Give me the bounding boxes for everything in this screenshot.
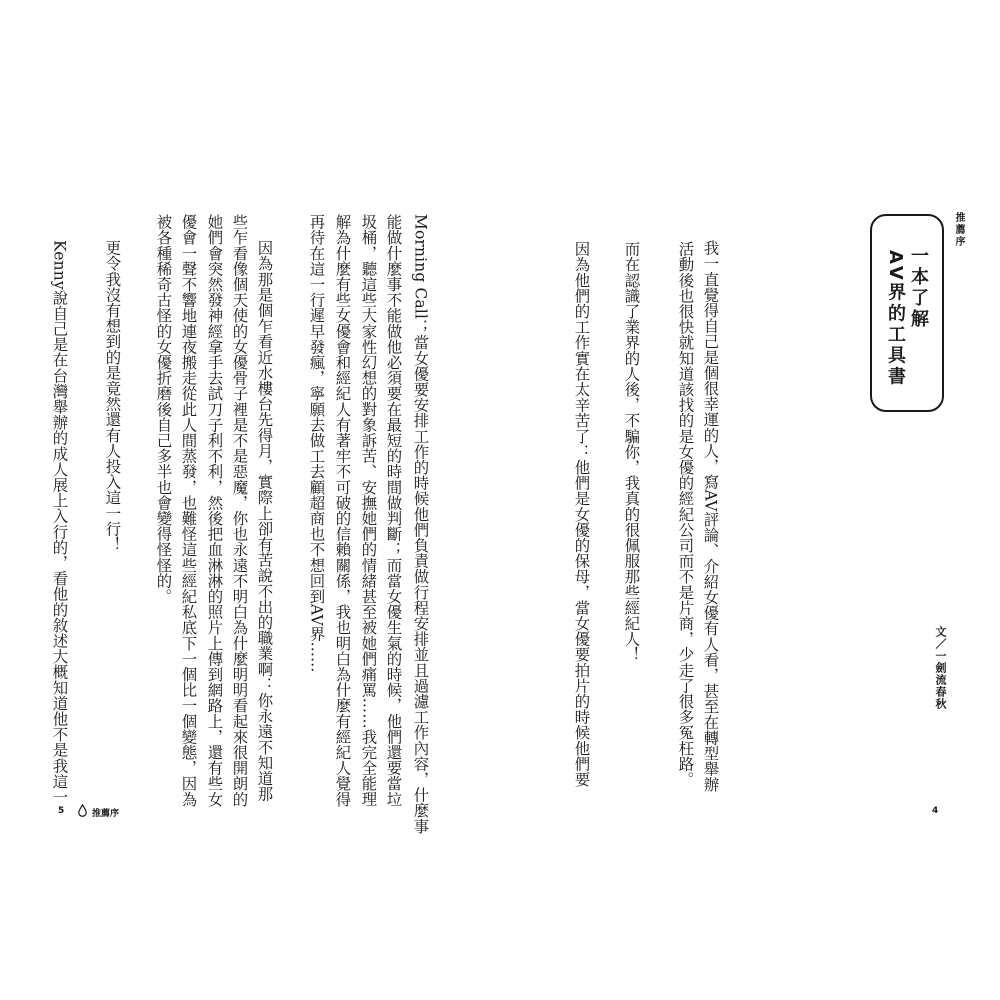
body-column: 些乍看像個天使的女優骨子裡是不是惡魔，你也永遠不明白為什麼明明看起來很開朗的 <box>230 214 249 807</box>
section-label: 推薦序 <box>953 212 964 248</box>
body-column: 再待在這一行遲早發瘋，寧願去做工去顧超商也不想回到AV界…… <box>307 214 326 673</box>
body-column: 她們會突然發神經拿手去試刀子利不利，然後把血淋淋的照片上傳到網路上，還有些女 <box>205 214 224 807</box>
title-line-2: AV界的工具書 <box>885 250 906 388</box>
author-credit: 文／一劍流春秋 <box>934 626 947 710</box>
body-column: 解為什麼有些女優會和經紀人有著牢不可破的信賴關係，我也明白為什麼有經紀人覺得 <box>333 214 352 807</box>
drop-icon <box>78 804 87 817</box>
running-title: 推薦序 <box>92 809 120 819</box>
body-column: 因為他們的工作實在太辛苦了：他們是女優的保母，當女優要拍片的時候他們要 <box>572 241 591 787</box>
body-column: Kenny說自己是在台灣舉辦的成人展上入行的，看他的敘述大概知道他不是我這一 <box>50 240 69 805</box>
body-column: 因為那是個乍看近水樓台先得月，實際上卻有苦說不出的職業啊：你永遠不知道那 <box>255 240 274 802</box>
body-column: 而在認識了業界的人後，不騙你，我真的很佩服那些經紀人！ <box>622 241 641 663</box>
page-number-left: 5 <box>58 806 65 816</box>
body-column: 被各種稀奇古怪的女優折磨後自己多半也會變得怪怪的。 <box>154 214 173 604</box>
body-column: 能做什麼事不能做他必須要在最短的時間做判斷；而當女優生氣的時候，他們還要當垃 <box>384 214 403 807</box>
body-column: 圾桶，聽這些大家性幻想的對象訴苦、安撫她們的情緒甚至被她們痛罵……我完全能理 <box>359 214 378 807</box>
body-column: 活動後也很快就知道該找的是女優的經紀公司而不是片商，少走了很多冤枉路。 <box>676 241 695 787</box>
body-column: 更令我沒有想到的是竟然還有人投入這一行！ <box>103 240 122 552</box>
page-number-right: 4 <box>932 806 939 816</box>
body-column: 優會一聲不響地連夜搬走從此人間蒸發，也難怪這些經紀私底下一個比一個變態，因為 <box>179 214 198 807</box>
title-line-1: 一本了解 <box>908 246 929 330</box>
body-column: 我一直覺得自己是個很幸運的人，寫AV評論、介紹女優有人看，甚至在轉型舉辦 <box>701 240 720 793</box>
body-column: Morning Call；當女優要安排工作的時候他們負責做行程安排並且過濾工作內容，什麼事 <box>411 214 430 834</box>
